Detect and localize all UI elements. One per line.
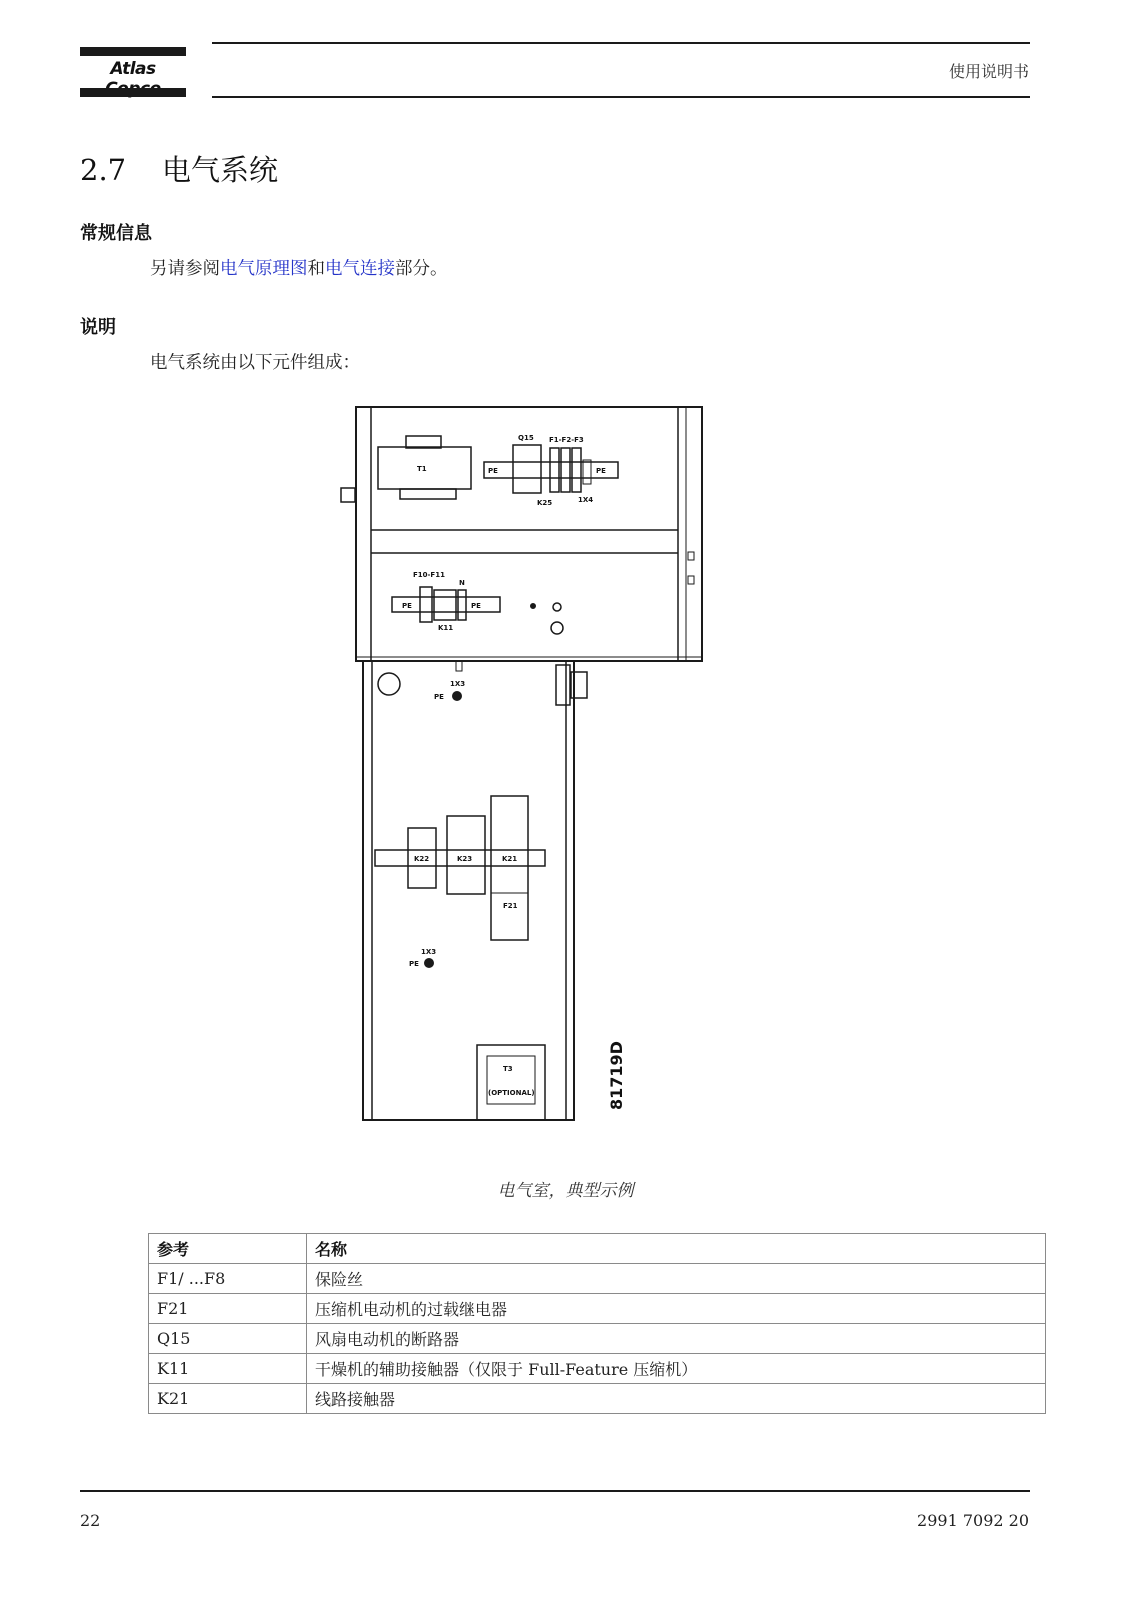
general-text-before: 另请参阅 bbox=[150, 259, 220, 279]
table-row bbox=[149, 1294, 1046, 1324]
cell-reference: F21 bbox=[149, 1294, 307, 1324]
table-row bbox=[149, 1324, 1046, 1354]
footer-rule bbox=[80, 1490, 1030, 1492]
header-name: 名称 bbox=[307, 1234, 1046, 1264]
cell-reference: K21 bbox=[149, 1384, 307, 1414]
section-title-text: 电气系统 bbox=[162, 153, 279, 187]
label-pe-lower-upper: PE bbox=[434, 693, 444, 701]
label-pe-upper-right: PE bbox=[596, 467, 606, 475]
label-1x4: 1X4 bbox=[578, 496, 594, 504]
manual-label: 使用说明书 bbox=[948, 62, 1029, 81]
reference-table bbox=[148, 1233, 1046, 1414]
table-row bbox=[149, 1354, 1046, 1384]
link-wiring-diagram[interactable]: 电气原理图 bbox=[220, 259, 308, 279]
label-1x3-lower: 1X3 bbox=[421, 948, 437, 956]
table-header-row bbox=[149, 1234, 1046, 1264]
label-f10f11: F10-F11 bbox=[413, 571, 445, 579]
cell-name: 线路接触器 bbox=[307, 1384, 1046, 1414]
lower-cabinet-outline bbox=[363, 661, 574, 1120]
cell-reference: Q15 bbox=[149, 1324, 307, 1354]
breaker-q15 bbox=[513, 445, 541, 493]
cell-reference: F1/ ...F8 bbox=[149, 1264, 307, 1294]
link-electrical-connections[interactable]: 电气连接 bbox=[325, 259, 395, 279]
general-heading: 常规信息 bbox=[80, 223, 152, 244]
label-pe-middle-right: PE bbox=[471, 602, 481, 610]
contactor-k11 bbox=[434, 590, 456, 620]
label-pe-upper-left: PE bbox=[488, 467, 498, 475]
label-k11: K11 bbox=[438, 624, 454, 632]
logo-text: Atlas bbox=[110, 59, 156, 79]
header-reference: 参考 bbox=[149, 1234, 307, 1264]
label-k22: K22 bbox=[414, 855, 430, 863]
cell-reference: K11 bbox=[149, 1354, 307, 1384]
description-text: 电气系统由以下元件组成： bbox=[150, 353, 360, 373]
label-f21: F21 bbox=[503, 902, 518, 910]
label-t3: T3 bbox=[503, 1065, 513, 1073]
drawing-number: 81719D bbox=[607, 1041, 626, 1110]
label-k21: K21 bbox=[502, 855, 518, 863]
figure-caption: 电气室，典型示例 bbox=[497, 1181, 634, 1201]
table-row bbox=[149, 1264, 1046, 1294]
label-f1f2f3: F1-F2-F3 bbox=[549, 436, 584, 444]
cell-name: 风扇电动机的断路器 bbox=[307, 1324, 1046, 1354]
label-t1: T1 bbox=[417, 465, 427, 473]
document-number: 2991 7092 20 bbox=[917, 1511, 1029, 1530]
label-optional: (OPTIONAL) bbox=[488, 1089, 535, 1097]
general-text-middle: 和 bbox=[307, 259, 325, 279]
label-n: N bbox=[459, 579, 465, 587]
label-q15: Q15 bbox=[518, 434, 534, 442]
page-number: 22 bbox=[80, 1511, 101, 1530]
label-k25: K25 bbox=[537, 499, 553, 507]
cell-name: 干燥机的辅助接触器（仅限于 Full-Feature 压缩机） bbox=[307, 1354, 1046, 1384]
table-row bbox=[149, 1384, 1046, 1414]
label-k23: K23 bbox=[457, 855, 473, 863]
section-number: 2.7 bbox=[80, 153, 127, 187]
label-pe-middle-left: PE bbox=[402, 602, 412, 610]
cell-name: 压缩机电动机的过载继电器 bbox=[307, 1294, 1046, 1324]
label-1x3-upper: 1X3 bbox=[450, 680, 466, 688]
contactor-k21 bbox=[491, 796, 528, 940]
general-text-after: 部分。 bbox=[395, 259, 448, 279]
description-heading: 说明 bbox=[80, 317, 116, 338]
label-pe-lower: PE bbox=[409, 960, 419, 968]
cell-name: 保险丝 bbox=[307, 1264, 1046, 1294]
